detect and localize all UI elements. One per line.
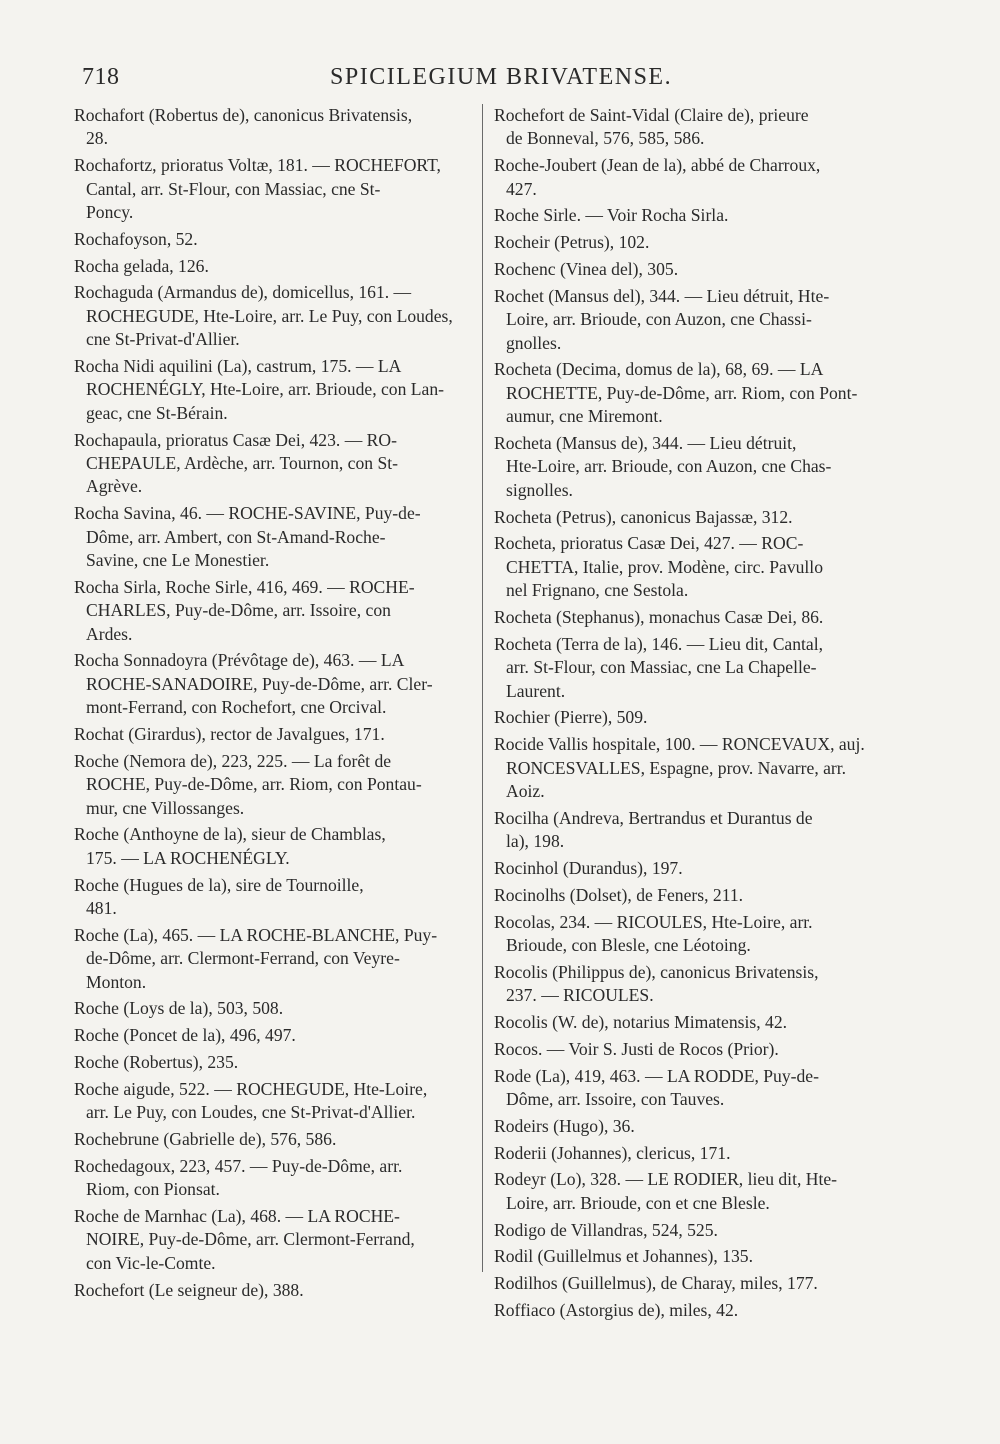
entry-headword-line: Rocilha (Andreva, Bertrandus et Durantus de <box>494 807 813 828</box>
entry-headword-line: Rocide Vallis hospitale, 100. — RONCEVAUX, auj. <box>494 734 865 755</box>
entry-continuation-line: CHEPAULE, Ardèche, arr. Tournon, con St- <box>86 453 398 474</box>
index-entry <box>74 1128 466 1151</box>
entry-headword-line: Rocha gelada, 126. <box>74 255 209 276</box>
entry-continuation-line: de Bonneval, 576, 585, 586. <box>506 128 705 149</box>
index-entry <box>494 733 890 803</box>
index-entry <box>74 1051 466 1074</box>
column-divider <box>482 104 483 1272</box>
entry-headword-line: Rochedagoux, 223, 457. — Puy-de-Dôme, arr. <box>74 1155 403 1176</box>
index-entry <box>494 633 890 703</box>
entry-headword-line: Rochat (Girardus), rector de Javalgues, 171. <box>74 724 385 745</box>
index-entry <box>494 258 890 281</box>
left-column <box>74 104 466 1305</box>
index-entry <box>494 532 890 602</box>
entry-continuation-line: ROCHETTE, Puy-de-Dôme, arr. Riom, con Pont- <box>506 382 858 403</box>
entry-headword-line: Rode (La), 419, 463. — LA RODDE, Puy-de- <box>494 1065 819 1086</box>
index-entry <box>74 355 466 425</box>
entry-headword-line: Rochafort (Robertus de), canonicus Brivatensis, <box>74 105 413 125</box>
entry-headword-line: Rocolis (Philippus de), canonicus Brivatensis, <box>494 961 819 982</box>
index-entry <box>494 1168 890 1215</box>
entry-continuation-line: 175. — LA ROCHENÉGLY. <box>86 847 290 868</box>
index-entry <box>494 432 890 502</box>
index-entry <box>74 1078 466 1125</box>
entry-continuation-line: 237. — RICOULES. <box>506 985 654 1006</box>
entry-headword-line: Rochaguda (Armandus de), domicellus, 161. — <box>74 282 412 303</box>
index-entry <box>494 706 890 729</box>
entry-continuation-line: Aoiz. <box>506 781 545 802</box>
index-entry <box>494 1065 890 1112</box>
entry-continuation-line: arr. St-Flour, con Massiac, cne La Chapelle- <box>506 657 817 678</box>
entry-continuation-line: aumur, cne Miremont. <box>506 406 663 427</box>
entry-headword-line: Rocha Nidi aquilini (La), castrum, 175. — LA <box>74 356 402 377</box>
index-entry <box>74 997 466 1020</box>
index-entry <box>494 911 890 958</box>
entry-headword-line: Rocheta (Petrus), canonicus Bajassæ, 312. <box>494 506 793 527</box>
entry-headword-line: Rochafortz, prioratus Voltæ, 181. — ROCHEFORT, <box>74 155 441 176</box>
entry-headword-line: Rochefort (Le seigneur de), 388. <box>74 1279 304 1300</box>
entry-headword-line: Rochenc (Vinea del), 305. <box>494 259 679 279</box>
entry-continuation-line: 481. <box>86 898 117 919</box>
entry-headword-line: Roche Sirle. — Voir Rocha Sirla. <box>494 205 729 226</box>
entry-continuation-line: mur, cne Villossanges. <box>86 797 245 818</box>
entry-continuation-line: Hte-Loire, arr. Brioude, con Auzon, cne Chas- <box>506 456 832 477</box>
index-entry <box>494 961 890 1008</box>
entry-headword-line: Roche (Hugues de la), sire de Tournoille, <box>74 874 364 895</box>
entry-continuation-line: NOIRE, Puy-de-Dôme, arr. Clermont-Ferrand, <box>86 1229 415 1250</box>
index-entry <box>494 1142 890 1165</box>
entry-headword-line: Roche (Anthoyne de la), sieur de Chamblas, <box>74 824 386 845</box>
entry-continuation-line: Brioude, con Blesle, cne Léotoing. <box>506 935 751 956</box>
entry-headword-line: Rocheta (Decima, domus de la), 68, 69. — LA <box>494 359 824 380</box>
index-entry <box>74 823 466 870</box>
entry-continuation-line: cne St-Privat-d'Allier. <box>86 329 240 350</box>
entry-headword-line: Rodeyr (Lo), 328. — LE RODIER, lieu dit, Hte- <box>494 1169 838 1190</box>
entry-headword-line: Roffiaco (Astorgius de), miles, 42. <box>494 1300 739 1321</box>
entry-headword-line: Rocheta (Mansus de), 344. — Lieu détruit, <box>494 433 797 454</box>
index-entry <box>74 255 466 278</box>
entry-headword-line: Roche de Marnhac (La), 468. — LA ROCHE- <box>74 1206 400 1227</box>
entry-headword-line: Rodilhos (Guillelmus), de Charay, miles, 177. <box>494 1273 818 1294</box>
entry-continuation-line: Ardes. <box>86 623 133 644</box>
index-entry <box>494 285 890 355</box>
entry-continuation-line: con Vic-le-Comte. <box>86 1252 216 1273</box>
index-entry <box>74 723 466 746</box>
entry-headword-line: Roche (La), 465. — LA ROCHE-BLANCHE, Puy- <box>74 924 438 945</box>
entry-continuation-line: ROCHEGUDE, Hte-Loire, arr. Le Puy, con Loudes, <box>86 305 453 326</box>
entry-headword-line: Rodigo de Villandras, 524, 525. <box>494 1219 718 1240</box>
entry-continuation-line: ROCHE, Puy-de-Dôme, arr. Riom, con Pontau- <box>86 774 422 795</box>
entry-headword-line: Rocha Savina, 46. — ROCHE-SAVINE, Puy-de- <box>74 503 421 524</box>
index-entry <box>494 857 890 880</box>
entry-continuation-line: 28. <box>86 128 108 149</box>
index-entry <box>494 807 890 854</box>
entry-headword-line: Roche (Loys de la), 503, 508. <box>74 998 284 1019</box>
entry-continuation-line: ROCHE-SANADOIRE, Puy-de-Dôme, arr. Cler- <box>86 673 433 694</box>
entry-headword-line: Rocheta (Stephanus), monachus Casæ Dei, 86. <box>494 607 824 628</box>
entry-continuation-line: Cantal, arr. St-Flour, con Massiac, cne St- <box>86 178 381 199</box>
index-entry <box>74 1205 466 1275</box>
index-entry <box>494 506 890 529</box>
entry-headword-line: Rocheta, prioratus Casæ Dei, 427. — ROC- <box>494 533 804 554</box>
entry-headword-line: Roche aigude, 522. — ROCHEGUDE, Hte-Loire, <box>74 1078 428 1099</box>
entry-headword-line: Roche (Poncet de la), 496, 497. <box>74 1025 296 1046</box>
entry-continuation-line: gnolles. <box>506 332 562 353</box>
entry-continuation-line: Monton. <box>86 971 147 992</box>
entry-headword-line: Rocha Sirla, Roche Sirle, 416, 469. — ROCHE- <box>74 576 415 597</box>
entry-continuation-line: 427. <box>506 178 537 199</box>
entry-headword-line: Rocolas, 234. — RICOULES, Hte-Loire, arr. <box>494 911 813 932</box>
index-entry <box>74 924 466 994</box>
index-entry <box>494 1272 890 1295</box>
entry-headword-line: Rochebrune (Gabrielle de), 576, 586. <box>74 1129 337 1150</box>
index-entry <box>494 1038 890 1061</box>
entry-continuation-line: Loire, arr. Brioude, con Auzon, cne Chassi- <box>506 309 812 330</box>
index-entry <box>494 1219 890 1242</box>
entry-continuation-line: arr. Le Puy, con Loudes, cne St-Privat-d'Allier. <box>86 1102 416 1123</box>
entry-continuation-line: ROCHENÉGLY, Hte-Loire, arr. Brioude, con Lan- <box>86 379 445 400</box>
right-column <box>494 104 890 1326</box>
index-entry <box>74 1155 466 1202</box>
index-entry <box>74 154 466 224</box>
entry-headword-line: Rocinhol (Durandus), 197. <box>494 858 683 879</box>
entry-continuation-line: Laurent. <box>506 680 566 701</box>
entry-continuation-line: RONCESVALLES, Espagne, prov. Navarre, arr. <box>506 757 847 778</box>
index-entry <box>74 1024 466 1047</box>
entry-continuation-line: mont-Ferrand, con Rochefort, cne Orcival. <box>86 697 387 718</box>
index-entry <box>74 874 466 921</box>
entry-continuation-line: Riom, con Pionsat. <box>86 1179 220 1200</box>
index-entry <box>74 750 466 820</box>
entry-headword-line: Rocheir (Petrus), 102. <box>494 232 650 253</box>
entry-headword-line: Roche (Robertus), 235. <box>74 1052 239 1073</box>
entry-continuation-line: Savine, cne Le Monestier. <box>86 550 270 571</box>
index-entry <box>74 576 466 646</box>
index-entry <box>494 1115 890 1138</box>
entry-continuation-line: nel Frignano, cne Sestola. <box>506 580 689 601</box>
entry-headword-line: Rocos. — Voir S. Justi de Rocos (Prior). <box>494 1038 779 1059</box>
entry-headword-line: Rochier (Pierre), 509. <box>494 707 648 728</box>
entry-continuation-line: CHETTA, Italie, prov. Modène, circ. Pavullo <box>506 556 823 577</box>
entry-continuation-line: Poncy. <box>86 202 134 223</box>
entry-headword-line: Roche-Joubert (Jean de la), abbé de Charroux, <box>494 155 821 176</box>
index-entry <box>494 606 890 629</box>
entry-headword-line: Rocheta (Terra de la), 146. — Lieu dit, Cantal, <box>494 633 824 654</box>
running-title: SPICILEGIUM BRIVATENSE. <box>330 64 673 90</box>
index-entry <box>494 1299 890 1322</box>
index-entry <box>494 1245 890 1268</box>
entry-continuation-line: Agrève. <box>86 476 143 497</box>
entry-continuation-line: Loire, arr. Brioude, con et cne Blesle. <box>506 1192 770 1213</box>
entry-continuation-line: Dôme, arr. Issoire, con Tauves. <box>506 1089 725 1110</box>
entry-headword-line: Rochet (Mansus del), 344. — Lieu détruit, Hte- <box>494 285 830 306</box>
index-entry <box>74 649 466 719</box>
index-entry <box>74 104 466 151</box>
entry-headword-line: Rocolis (W. de), notarius Mimatensis, 42. <box>494 1012 788 1033</box>
index-entry <box>74 429 466 499</box>
entry-headword-line: Rocha Sonnadoyra (Prévôtage de), 463. — LA <box>74 650 405 671</box>
entry-continuation-line: la), 198. <box>506 831 565 852</box>
entry-continuation-line: CHARLES, Puy-de-Dôme, arr. Issoire, con <box>86 600 391 621</box>
index-entry <box>494 154 890 201</box>
index-entry <box>494 884 890 907</box>
index-entry <box>74 1279 466 1302</box>
entry-continuation-line: Dôme, arr. Ambert, con St-Amand-Roche- <box>86 526 386 547</box>
index-entry <box>74 228 466 251</box>
entry-headword-line: Roderii (Johannes), clericus, 171. <box>494 1142 731 1163</box>
index-entry <box>494 104 890 151</box>
entry-continuation-line: signolles. <box>506 479 573 500</box>
entry-headword-line: Rochefort de Saint-Vidal (Claire de), prieure <box>494 105 809 125</box>
entry-continuation-line: de-Dôme, arr. Clermont-Ferrand, con Veyre- <box>86 948 400 969</box>
page-number: 718 <box>82 64 120 90</box>
index-entry <box>74 502 466 572</box>
entry-headword-line: Rodil (Guillelmus et Johannes), 135. <box>494 1246 753 1267</box>
entry-headword-line: Rochapaula, prioratus Casæ Dei, 423. — RO- <box>74 429 397 450</box>
page-header <box>0 62 1000 102</box>
index-entry <box>494 1011 890 1034</box>
entry-headword-line: Roche (Nemora de), 223, 225. — La forêt de <box>74 750 392 771</box>
entry-continuation-line: geac, cne St-Bérain. <box>86 402 228 423</box>
entry-headword-line: Rochafoyson, 52. <box>74 228 198 249</box>
index-entry <box>494 204 890 227</box>
index-entry <box>494 231 890 254</box>
entry-headword-line: Rocinolhs (Dolset), de Feners, 211. <box>494 884 744 905</box>
entry-headword-line: Rodeirs (Hugo), 36. <box>494 1115 635 1136</box>
index-entry <box>74 281 466 351</box>
index-entry <box>494 358 890 428</box>
